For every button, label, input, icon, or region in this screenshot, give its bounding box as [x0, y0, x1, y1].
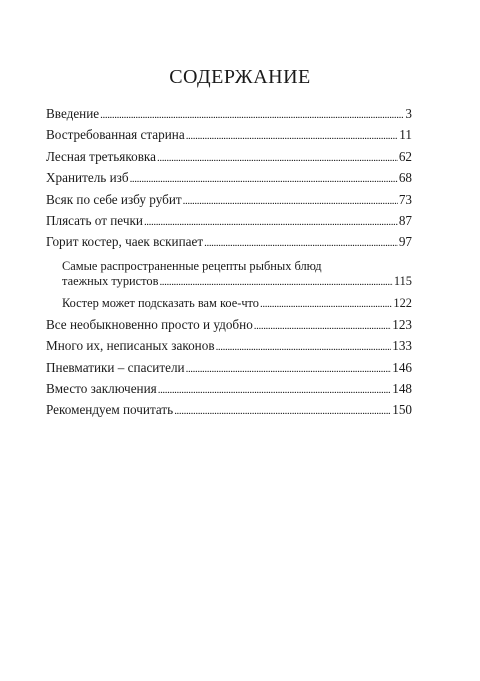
dot-leader: [260, 296, 392, 312]
toc-entry[interactable]: [46, 234, 412, 250]
toc-entry-title: Много их, неписаных законов: [46, 338, 215, 354]
toc-entry[interactable]: [46, 170, 412, 186]
toc-entry-title: Лесная третьяковка: [46, 148, 156, 164]
page-title: СОДЕРЖАНИЕ: [169, 66, 311, 88]
toc-entry-title: Плясать от печки: [46, 212, 143, 228]
toc-entry-page: 97: [398, 234, 412, 250]
toc-entry-page: 123: [392, 316, 412, 332]
toc-entry-page: 62: [398, 148, 412, 164]
table-of-contents: [46, 106, 412, 424]
toc-entry-title: Хранитель изб: [46, 170, 129, 186]
toc-entry[interactable]: [46, 127, 412, 143]
toc-entry-title: Вместо заключения: [46, 380, 157, 396]
dot-leader: [204, 235, 398, 251]
toc-entry[interactable]: [46, 381, 412, 397]
toc-entry[interactable]: [46, 106, 412, 122]
toc-entry-page: 68: [398, 170, 412, 186]
dot-leader: [159, 274, 392, 290]
toc-entry[interactable]: [46, 402, 412, 418]
toc-subentry-title-line1: Самые распространенные рецепты рыбных блюд: [62, 259, 322, 274]
toc-entry[interactable]: [46, 192, 412, 208]
toc-entry-page: 11: [399, 127, 412, 143]
toc-entry[interactable]: [46, 149, 412, 165]
toc-entry-title: Востребованная старина: [46, 127, 185, 143]
toc-entry[interactable]: [46, 213, 412, 229]
toc-entry-page: 115: [393, 274, 412, 289]
dot-leader: [186, 128, 399, 144]
toc-entry-title: Все необыкновенно просто и удобно: [46, 316, 253, 332]
dot-leader: [157, 150, 398, 166]
dot-leader: [158, 382, 391, 398]
toc-entry-page: 3: [405, 106, 412, 121]
toc-entry-page: 150: [392, 402, 412, 418]
toc-entry-page: 87: [398, 212, 412, 228]
toc-subentry[interactable]: [62, 295, 412, 311]
toc-entry-page: 133: [392, 338, 412, 354]
toc-subentry[interactable]: [62, 258, 412, 273]
dot-leader: [144, 214, 398, 230]
toc-entry[interactable]: [46, 317, 412, 333]
toc-entry-page: 122: [393, 295, 412, 310]
toc-entry-title: Рекомендуем почитать: [46, 402, 174, 418]
toc-entry-title: Горит костер, чаек вскипает: [46, 234, 204, 250]
toc-entry-page: 73: [398, 191, 412, 207]
dot-leader: [174, 403, 391, 419]
toc-entry[interactable]: [46, 338, 412, 354]
toc-subentry-title: Костер может подсказать вам кое-что: [62, 295, 260, 310]
toc-entry-page: 146: [392, 359, 412, 375]
toc-subentry[interactable]: [62, 273, 412, 289]
dot-leader: [100, 107, 404, 123]
toc-entry-title: Всяк по себе избу рубит: [46, 191, 182, 207]
toc-entry[interactable]: [46, 360, 412, 376]
toc-subentry-title-line2: таежных туристов: [62, 274, 159, 289]
toc-entry-page: 148: [392, 380, 412, 396]
dot-leader: [130, 171, 398, 187]
dot-leader: [183, 193, 398, 209]
toc-entry-title: Введение: [46, 106, 100, 121]
dot-leader: [216, 339, 392, 355]
dot-leader: [254, 318, 391, 334]
toc-entry-title: Пневматики – спасители: [46, 359, 185, 375]
dot-leader: [186, 361, 392, 377]
